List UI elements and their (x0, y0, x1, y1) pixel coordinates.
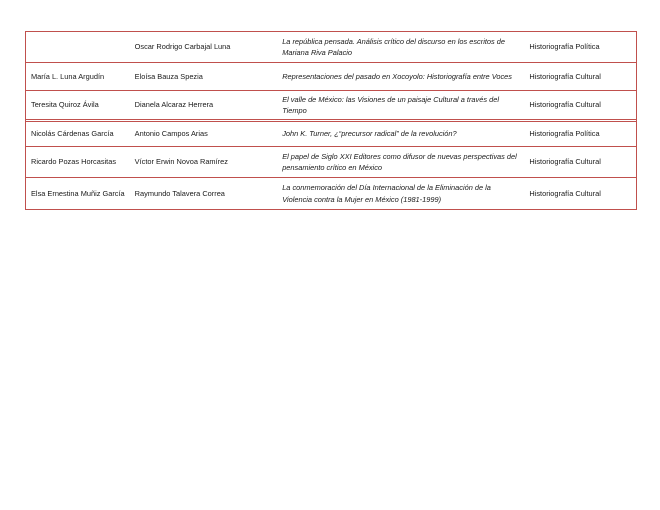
table-row (26, 146, 636, 177)
student-cell: Eloísa Bauza Spezia (134, 71, 203, 81)
table-row (26, 177, 636, 209)
thesis-title-cell: La república pensada. Análisis crítico del discurso en los escritos de Mariana Riva Palacio (282, 36, 505, 57)
table-row (26, 32, 636, 62)
thesis-title-cell: El valle de México: las Visiones de un paisaje Cultural a través del Tiempo (282, 94, 499, 115)
student-cell: Dianela Alcaraz Herrera (134, 100, 214, 110)
student-cell: Raymundo Talavera Correa (134, 188, 225, 198)
research-line-cell: Historiografía Política (529, 129, 600, 139)
advisor-cell: Elsa Ernestina Muñiz García (31, 188, 125, 198)
research-line-cell: Historiografía Política (529, 42, 600, 52)
research-line-cell: Historiografía Cultural (529, 100, 601, 110)
thesis-title-cell: La conmemoración del Día Internacional de la Eliminación de la Violencia contra la Mujer en México (1981-1999) (282, 183, 491, 204)
table-row (26, 119, 636, 146)
advisor-cell: Nicolás Cárdenas García (31, 129, 114, 139)
research-line-cell: Historiografía Cultural (529, 157, 601, 167)
thesis-title-cell: Representaciones del pasado en Xocoyolo: Historiografía entre Voces (282, 71, 512, 81)
thesis-table (25, 31, 637, 210)
research-line-cell: Historiografía Cultural (529, 188, 601, 198)
student-cell: Oscar Rodrigo Carbajal Luna (134, 42, 231, 52)
advisor-cell: María L. Luna Argudín (31, 71, 105, 81)
student-cell: Víctor Erwin Novoa Ramírez (134, 157, 228, 167)
table-row (26, 62, 636, 90)
student-cell: Antonio Campos Arias (134, 129, 208, 139)
table-row (26, 90, 636, 119)
thesis-title-cell: El papel de Siglo XXI Editores como difusor de nuevas perspectivas del pensamiento crítico en México (282, 151, 517, 172)
thesis-title-cell: John K. Turner, ¿“precursor radical” de la revolución? (282, 129, 457, 139)
research-line-cell: Historiografía Cultural (529, 71, 601, 81)
advisor-cell: Teresita Quiroz Ávila (31, 100, 99, 110)
advisor-cell (26, 32, 131, 62)
advisor-cell: Ricardo Pozas Horcasitas (31, 157, 117, 167)
